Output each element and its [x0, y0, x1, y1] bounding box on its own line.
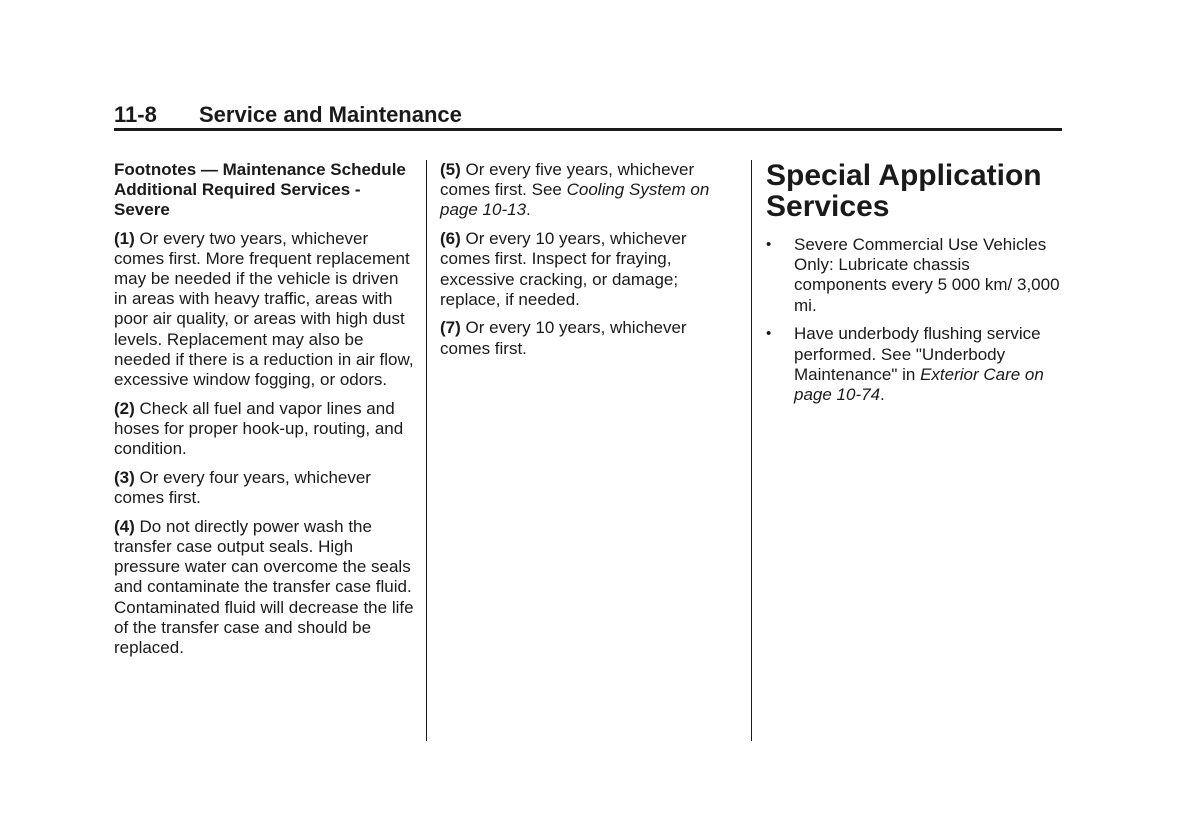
column-right	[766, 160, 1066, 414]
bullet-icon: •	[766, 236, 772, 253]
footnote-4	[114, 517, 414, 658]
special-application-heading: Special Application Services	[766, 159, 1042, 223]
bullet-text: Severe Commercial Use Vehicles Only: Lubricate chassis components every 5 000 km/ 3,000 mi.	[794, 235, 1060, 315]
bullet-list	[766, 235, 1066, 405]
bullet-text: Have underbody flushing service performed. See "Underbody Maintenance" in	[794, 324, 1041, 384]
footnote-number: (6)	[440, 229, 461, 249]
footnote-2	[114, 399, 414, 460]
footnote-number: (3)	[114, 467, 135, 487]
section-title: Service and Maintenance	[199, 102, 462, 127]
bullet-icon: •	[766, 325, 772, 343]
section-number: 11-8	[114, 102, 157, 127]
footnote-text: Or every four years, whichever comes first.	[114, 467, 371, 508]
footnote-tail: .	[526, 200, 531, 220]
footnotes-heading: Footnotes — Maintenance Schedule Additional Required Services - Severe	[114, 160, 406, 220]
footnote-1	[114, 229, 414, 391]
cross-reference-link[interactable]: Cooling System on page 10-13	[440, 180, 710, 220]
footnote-number: (7)	[440, 318, 461, 338]
footnote-number: (5)	[440, 160, 461, 179]
footnote-text: Do not directly power wash the transfer case output seals. High pressure water can overcome the seals and contaminate the transfer case fluid. Contaminated fluid will decrease the life of the transfer case and should be replaced.	[114, 516, 414, 657]
footnote-text: Or every 10 years, whichever comes first.	[440, 318, 687, 358]
column-divider-2	[751, 160, 752, 741]
footnote-text: Or every 10 years, whichever comes first. Inspect for fraying, excessive cracking, or damage; replace, if needed.	[440, 229, 687, 309]
header-rule	[114, 128, 1062, 131]
cross-reference-link[interactable]: Exterior Care on page 10-74	[794, 364, 1044, 404]
footnote-text: Check all fuel and vapor lines and hoses for proper hook-up, routing, and condition.	[114, 398, 404, 459]
footnote-number: (1)	[114, 228, 135, 248]
column-left	[114, 160, 414, 667]
bullet-tail: .	[880, 384, 885, 404]
footnote-5	[440, 160, 740, 221]
footnote-number: (4)	[114, 516, 135, 536]
list-item	[766, 235, 1066, 316]
footnote-7	[440, 318, 740, 358]
column-middle	[440, 160, 740, 367]
footnote-text: Or every five years, whichever comes first. See	[440, 160, 695, 200]
page-header	[114, 100, 1062, 132]
footnote-text: Or every two years, whichever comes first. More frequent replacement may be needed if the vehicle is driven in areas with heavy traffic, areas with poor air quality, or areas with high dust levels. Replacement may also be needed if there is a reduction in air flow, excessive window fogging, or odors.	[114, 228, 414, 390]
footnote-3	[114, 468, 414, 508]
column-divider-1	[426, 160, 427, 741]
footnote-6	[440, 229, 740, 310]
footnote-number: (2)	[114, 398, 135, 418]
list-item	[766, 324, 1066, 405]
